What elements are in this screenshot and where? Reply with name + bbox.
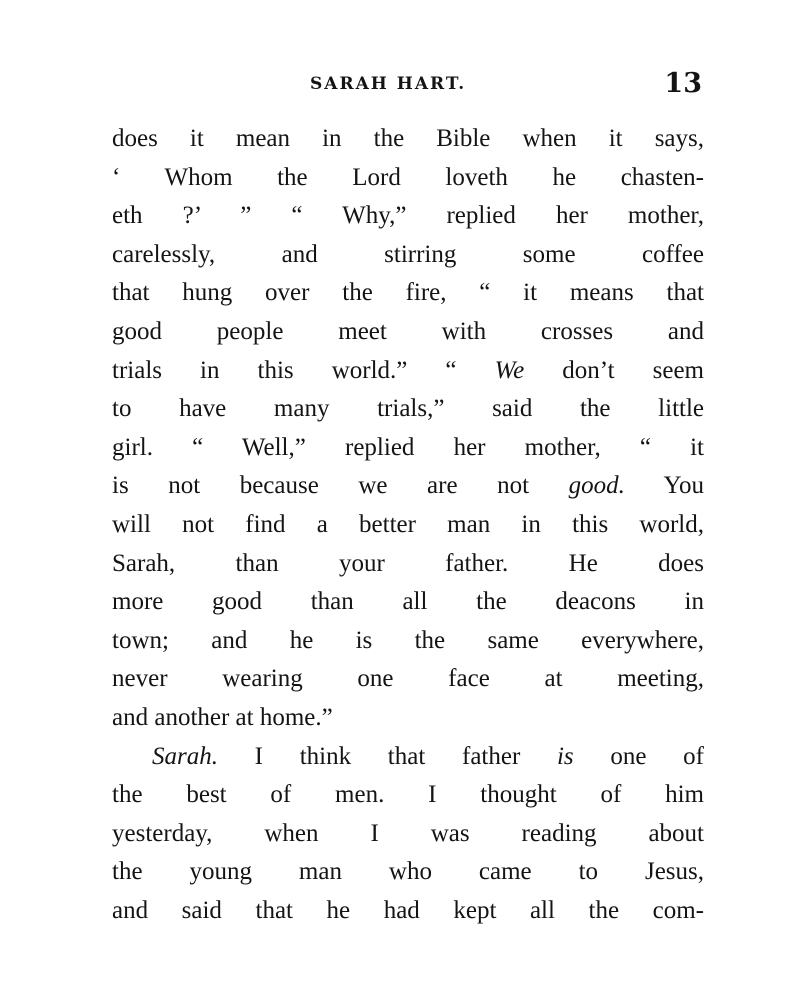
text-line bbox=[112, 506, 704, 545]
italic-text: We bbox=[494, 356, 525, 384]
text-segment: carelessly, and stirring some coffee bbox=[112, 240, 704, 268]
text-segment: good people meet with crosses and bbox=[112, 317, 704, 345]
text-line bbox=[112, 429, 704, 468]
text-segment: never wearing one face at meeting, bbox=[112, 665, 704, 693]
text-segment: Sarah, than your father. He does bbox=[112, 549, 704, 577]
text-line bbox=[112, 622, 704, 661]
italic-text: good. bbox=[568, 472, 625, 500]
text-line bbox=[112, 352, 704, 391]
text-line bbox=[112, 699, 704, 738]
text-line bbox=[112, 776, 704, 815]
italic-text: Sarah. bbox=[152, 742, 218, 770]
text-line bbox=[112, 583, 704, 622]
text-segment: trials in this world.” “ bbox=[112, 356, 495, 384]
text-segment: don’t seem bbox=[524, 356, 705, 384]
body-text bbox=[112, 120, 704, 930]
text-line bbox=[112, 892, 704, 931]
text-segment: that hung over the fire, “ it means that bbox=[112, 279, 704, 307]
running-title: SARAH HART. bbox=[310, 74, 467, 94]
text-segment: town; and he is the same everywhere, bbox=[112, 626, 704, 654]
running-head bbox=[112, 68, 704, 104]
italic-text: is bbox=[556, 742, 574, 770]
text-line bbox=[112, 313, 704, 352]
text-segment: and said that he had kept all the com- bbox=[112, 896, 704, 924]
text-segment: is not because we are not bbox=[112, 472, 569, 500]
text-segment: the best of men. I thought of him bbox=[112, 781, 704, 809]
text-segment: ‘ Whom the Lord loveth he chasten- bbox=[112, 163, 704, 191]
text-line bbox=[112, 390, 704, 429]
text-segment: I think that father bbox=[217, 742, 557, 770]
text-line bbox=[112, 660, 704, 699]
text-segment: and another at home.” bbox=[112, 703, 333, 731]
text-segment: girl. “ Well,” replied her mother, “ it bbox=[112, 433, 704, 461]
text-line bbox=[112, 197, 704, 236]
text-segment: more good than all the deacons in bbox=[112, 588, 704, 616]
text-line bbox=[112, 120, 704, 159]
text-line bbox=[112, 467, 704, 506]
text-line bbox=[112, 236, 704, 275]
text-segment: You bbox=[624, 472, 704, 500]
page-number: 13 bbox=[664, 68, 702, 99]
text-line bbox=[112, 738, 704, 777]
text-segment: eth ?’ ” “ Why,” replied her mother, bbox=[112, 202, 704, 230]
text-line bbox=[112, 159, 704, 198]
text-segment: yesterday, when I was reading about bbox=[112, 819, 704, 847]
text-segment: one of bbox=[573, 742, 704, 770]
text-line bbox=[112, 853, 704, 892]
text-line bbox=[112, 545, 704, 584]
text-line bbox=[112, 274, 704, 313]
text-segment: will not find a better man in this world, bbox=[112, 510, 704, 538]
text-segment: the young man who came to Jesus, bbox=[112, 858, 704, 886]
text-segment: to have many trials,” said the little bbox=[112, 395, 704, 423]
text-segment: does it mean in the Bible when it says, bbox=[112, 125, 704, 152]
text-line bbox=[112, 815, 704, 854]
